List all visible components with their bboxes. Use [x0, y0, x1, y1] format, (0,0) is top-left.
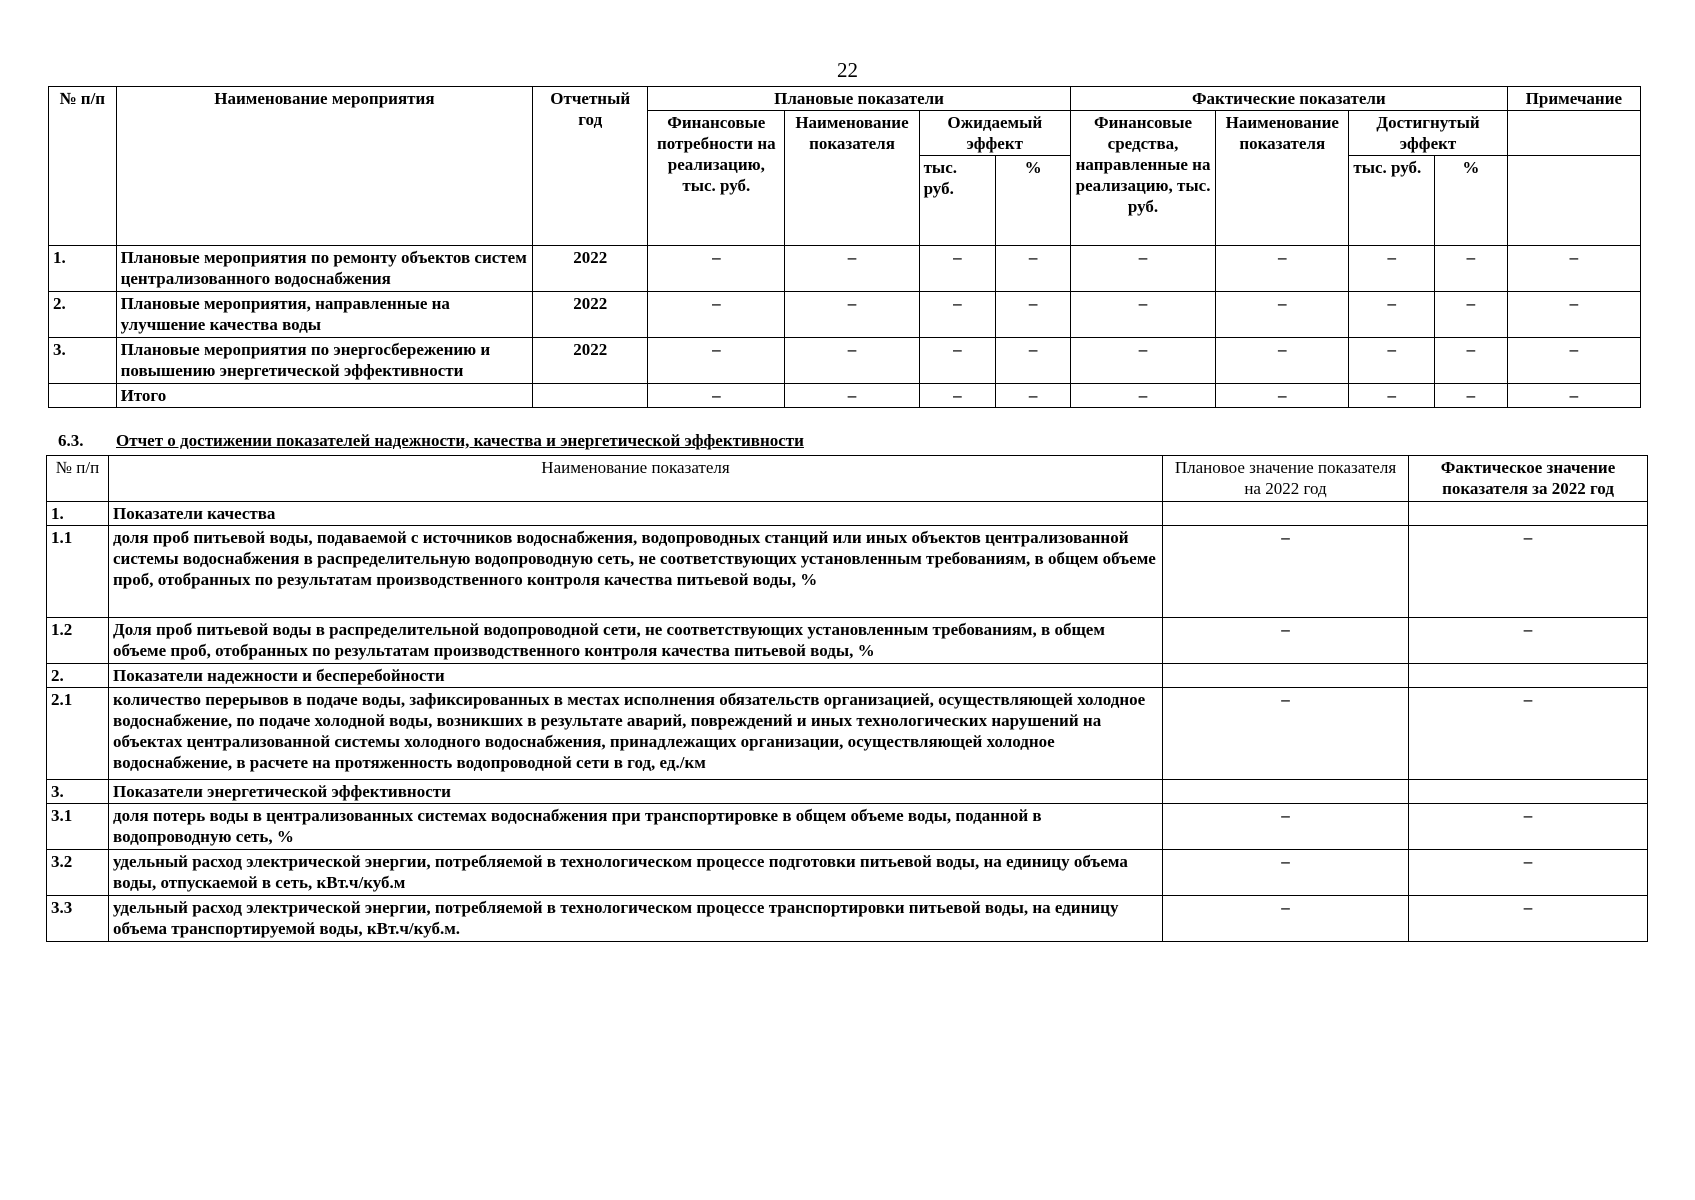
table-row-group [47, 502, 1648, 526]
cell-value: – [1070, 338, 1215, 384]
row-plan: – [1163, 804, 1409, 850]
cell-value: – [1507, 292, 1640, 338]
row-fact: – [1409, 526, 1648, 618]
cell-value: – [1507, 384, 1640, 408]
column-header-num: № п/п [49, 87, 117, 246]
row-plan [1163, 664, 1409, 688]
column-header-plan-indicator: Наименование показателя [785, 111, 919, 246]
cell-value: – [996, 384, 1071, 408]
table-row [47, 526, 1648, 618]
row-fact: – [1409, 618, 1648, 664]
row-fact [1409, 780, 1648, 804]
row-fact: – [1409, 688, 1648, 780]
section-title: Отчет о достижении показателей надежности, качества и энергетической эффективности [116, 431, 804, 450]
cell-value: – [996, 246, 1071, 292]
column-header-plan-effect: Ожидаемый эффект [919, 111, 1070, 156]
row-year: 2022 [533, 246, 648, 292]
row-name: Показатели надежности и бесперебойности [109, 664, 1163, 688]
column-header-indicator: Наименование показателя [109, 456, 1163, 502]
row-fact: – [1409, 896, 1648, 942]
row-plan: – [1163, 526, 1409, 618]
row-name: Доля проб питьевой воды в распределительной водопроводной сети, не соответствующих установленным требованиям, в общем объеме проб, отобранных по результатам производственного контроля качества питьевой воды, % [109, 618, 1163, 664]
row-year: 2022 [533, 292, 648, 338]
row-plan: – [1163, 618, 1409, 664]
row-name: Показатели энергетической эффективности [109, 780, 1163, 804]
column-header-fact-effect-rub: тыс. руб. [1349, 156, 1435, 246]
row-name: Плановые мероприятия, направленные на улучшение качества воды [116, 292, 533, 338]
cell-value: – [919, 338, 996, 384]
row-fact [1409, 502, 1648, 526]
column-header-year: Отчетный год [533, 87, 648, 246]
page-number: 22 [837, 58, 858, 82]
table-row [49, 292, 1641, 338]
row-year [533, 384, 648, 408]
cell-value: – [919, 384, 996, 408]
column-header-plan-effect-pct: % [996, 156, 1071, 246]
row-num: 3.3 [47, 896, 109, 942]
row-num: 1.1 [47, 526, 109, 618]
table-row [47, 688, 1648, 780]
row-name: доля потерь воды в централизованных системах водоснабжения при транспортировке в общем объеме воды, поданной в водопроводную сеть, % [109, 804, 1163, 850]
note-header-spacer [1507, 156, 1640, 246]
cell-value: – [1070, 246, 1215, 292]
row-num: 1. [47, 502, 109, 526]
row-plan: – [1163, 850, 1409, 896]
row-num: 3.2 [47, 850, 109, 896]
cell-value: – [996, 292, 1071, 338]
cell-value: – [1349, 384, 1435, 408]
column-header-note: Примечание [1507, 87, 1640, 111]
cell-value: – [1349, 292, 1435, 338]
cell-value: – [648, 338, 785, 384]
cell-value: – [1216, 384, 1349, 408]
cell-value: – [785, 246, 919, 292]
column-header-fact-effect: Достигнутый эффект [1349, 111, 1507, 156]
row-num: 3. [49, 338, 117, 384]
cell-value: – [785, 292, 919, 338]
column-group-planned: Плановые показатели [648, 87, 1071, 111]
cell-value: – [1435, 292, 1508, 338]
cell-value: – [1507, 338, 1640, 384]
cell-value: – [1349, 246, 1435, 292]
column-header-fact-fin: Финансовые средства, направленные на реализацию, тыс. руб. [1070, 111, 1215, 246]
measures-table [48, 86, 1641, 408]
cell-value: – [919, 292, 996, 338]
row-name: Итого [116, 384, 533, 408]
cell-value: – [1435, 384, 1508, 408]
cell-value: – [996, 338, 1071, 384]
table-row [47, 850, 1648, 896]
column-header-fact-value: Фактическое значение показателя за 2022 год [1409, 456, 1648, 502]
cell-value: – [648, 384, 785, 408]
column-header-fact-indicator: Наименование показателя [1216, 111, 1349, 246]
table-header-row [47, 456, 1648, 502]
cell-value: – [919, 246, 996, 292]
column-header-fact-effect-pct: % [1435, 156, 1508, 246]
table-row [49, 338, 1641, 384]
table-row [49, 246, 1641, 292]
row-name: доля проб питьевой воды, подаваемой с источников водоснабжения, водопроводных станций или иных объектов централизованной системы водоснабжения в распределительную водопроводную сеть, не соответствующих установленным требованиям, в общем объеме проб, отобранных по результатам производственного контроля качества питьевой воды, % [109, 526, 1163, 618]
row-name: удельный расход электрической энергии, потребляемой в технологическом процессе транспортировки питьевой воды, на единицу объема транспортируемой воды, кВт.ч/куб.м. [109, 896, 1163, 942]
cell-value: – [648, 292, 785, 338]
row-plan: – [1163, 688, 1409, 780]
row-name: количество перерывов в подаче воды, зафиксированных в местах исполнения обязательств организацией, осуществляющей холодное водоснабжение, по подаче холодной воды, возникших в результате аварий, повреждений и иных технологических нарушений на объектах централизованной системы холодного водоснабжения, принадлежащих организации, осуществляющей холодное водоснабжение, в расчете на протяженность водопроводной сети в год, ед./км [109, 688, 1163, 780]
row-name: Плановые мероприятия по ремонту объектов систем централизованного водоснабжения [116, 246, 533, 292]
cell-value: – [1435, 338, 1508, 384]
cell-value: – [785, 338, 919, 384]
table-row [47, 896, 1648, 942]
row-fact [1409, 664, 1648, 688]
cell-value: – [1435, 246, 1508, 292]
row-num: 3. [47, 780, 109, 804]
table-row-group [47, 664, 1648, 688]
row-name: удельный расход электрической энергии, потребляемой в технологическом процессе подготовки питьевой воды, на единицу объема воды, отпускаемой в сеть, кВт.ч/куб.м [109, 850, 1163, 896]
row-num: 3.1 [47, 804, 109, 850]
table-row [47, 804, 1648, 850]
column-group-actual: Фактические показатели [1070, 87, 1507, 111]
indicators-table [46, 455, 1648, 942]
section-number: 6.3. [58, 431, 84, 450]
row-num: 2.1 [47, 688, 109, 780]
column-header-plan-effect-rub: тыс. руб. [919, 156, 996, 246]
column-header-plan-value: Плановое значение показателя на 2022 год [1163, 456, 1409, 502]
row-num: 1.2 [47, 618, 109, 664]
cell-value: – [1216, 292, 1349, 338]
table-header-row [49, 87, 1641, 111]
row-num [49, 384, 117, 408]
cell-value: – [1216, 246, 1349, 292]
cell-value: – [1070, 384, 1215, 408]
row-plan [1163, 780, 1409, 804]
table-row [47, 618, 1648, 664]
column-header-plan-fin: Финансовые потребности на реализацию, тыс. руб. [648, 111, 785, 246]
note-header-spacer [1507, 111, 1640, 156]
row-plan [1163, 502, 1409, 526]
row-num: 1. [49, 246, 117, 292]
cell-value: – [1507, 246, 1640, 292]
table-row-group [47, 780, 1648, 804]
row-fact: – [1409, 850, 1648, 896]
row-plan: – [1163, 896, 1409, 942]
cell-value: – [1070, 292, 1215, 338]
cell-value: – [1349, 338, 1435, 384]
column-header-name: Наименование мероприятия [116, 87, 533, 246]
cell-value: – [648, 246, 785, 292]
row-num: 2. [47, 664, 109, 688]
cell-value: – [1216, 338, 1349, 384]
row-fact: – [1409, 804, 1648, 850]
section-heading [58, 431, 804, 451]
row-name: Показатели качества [109, 502, 1163, 526]
cell-value: – [785, 384, 919, 408]
table-row-total [49, 384, 1641, 408]
row-year: 2022 [533, 338, 648, 384]
row-num: 2. [49, 292, 117, 338]
row-name: Плановые мероприятия по энергосбережению и повышению энергетической эффективности [116, 338, 533, 384]
column-header-num: № п/п [47, 456, 109, 502]
